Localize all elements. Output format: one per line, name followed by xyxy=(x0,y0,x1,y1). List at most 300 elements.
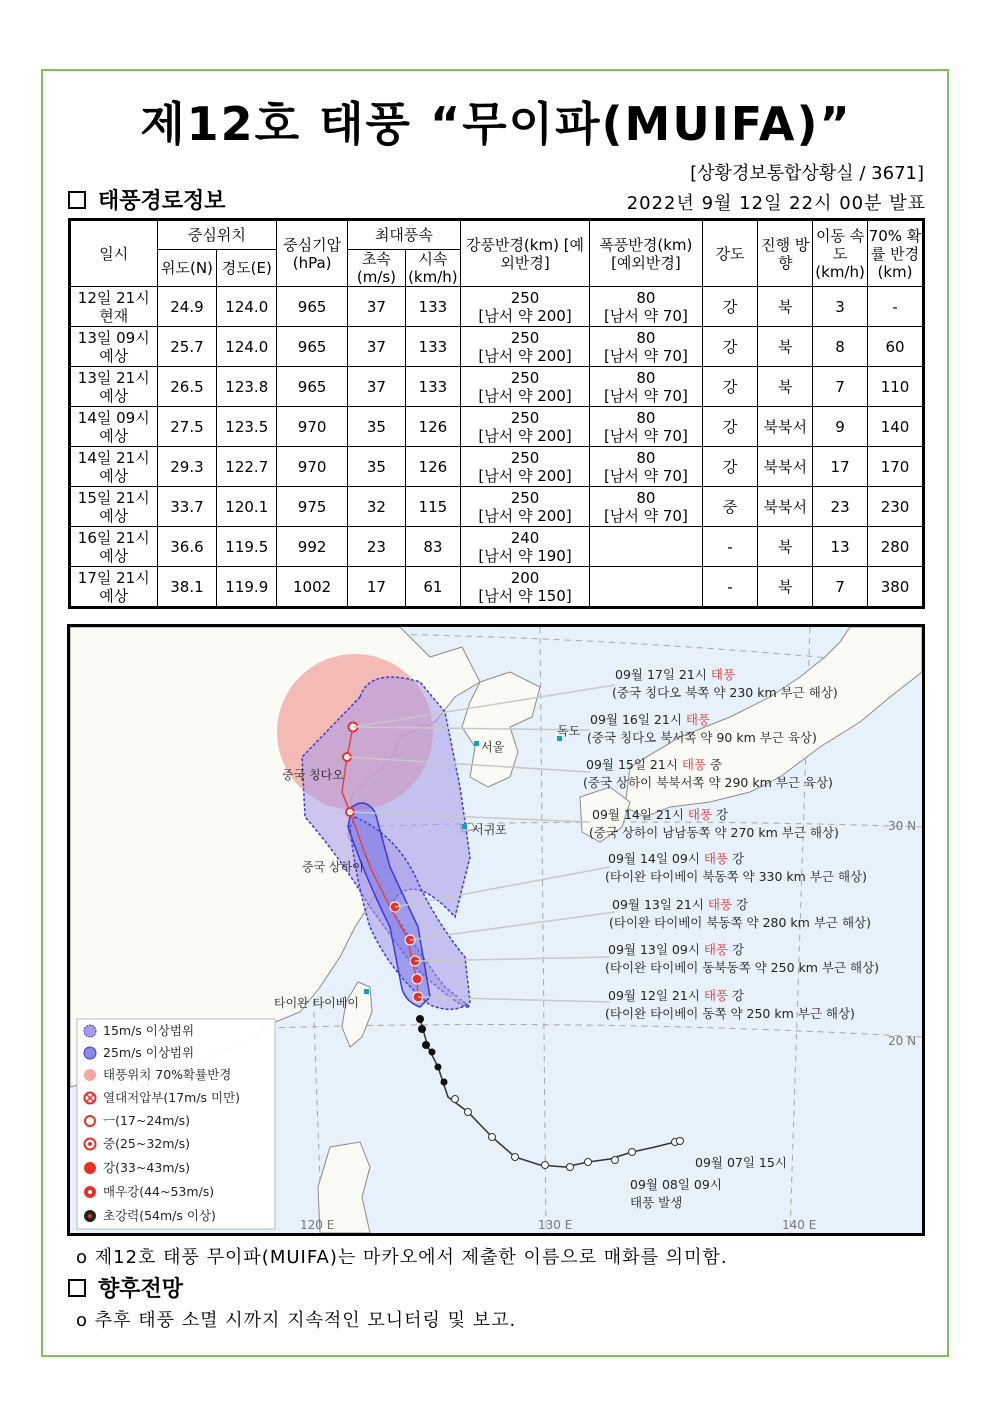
cell-line: 230 xyxy=(880,497,910,516)
callout-kind: 태풍 xyxy=(703,988,729,1003)
callout-kind: 태풍 xyxy=(687,807,713,822)
cell-strong-radius xyxy=(460,447,589,487)
cell-lat xyxy=(157,527,217,567)
header-kmh: 시속 (km/h) xyxy=(405,250,460,287)
cell-strong-radius xyxy=(460,287,589,327)
cell-line: 7 xyxy=(835,577,845,596)
cell-intensity xyxy=(702,367,758,407)
legend-strong-icon xyxy=(84,1162,96,1174)
cell-time xyxy=(70,527,158,567)
cell-line: 133 xyxy=(418,377,448,396)
cell-line: 280 xyxy=(880,537,910,556)
cell-line: 예상 xyxy=(99,466,129,485)
callout-strength: 중 xyxy=(706,757,723,772)
cell-intensity xyxy=(702,487,758,527)
cell-pressure xyxy=(277,367,348,407)
cell-speed xyxy=(813,407,868,447)
cell-pressure xyxy=(277,407,348,447)
lon-label-130: 130 E xyxy=(538,1218,573,1232)
section-title: 향후전망 xyxy=(98,1277,184,1302)
cell-line: 26.5 xyxy=(170,377,204,396)
cell-line: [남서 약 190] xyxy=(478,546,572,565)
cell-line: [남서 약 200] xyxy=(478,306,572,325)
cell-line: 15일 21시 xyxy=(77,488,150,507)
cell-line: [남서 약 200] xyxy=(478,386,572,405)
cell-line: 380 xyxy=(880,577,910,596)
header-pressure: 중심기압 (hPa) xyxy=(277,220,348,287)
cell-line: 133 xyxy=(418,337,448,356)
callout-location: (중국 칭다오 북쪽 약 230 km 부근 해상) xyxy=(612,685,838,700)
cell-line: - xyxy=(727,577,733,596)
cell-line: 965 xyxy=(297,377,327,396)
cell-speed xyxy=(813,527,868,567)
cell-line: 12일 21시 xyxy=(77,288,150,307)
cell-lon xyxy=(217,287,277,327)
cell-strong-radius xyxy=(460,407,589,447)
cell-prob xyxy=(868,567,924,608)
cell-line: 1002 xyxy=(293,577,332,596)
cell-line: 강 xyxy=(722,297,738,316)
cell-speed xyxy=(813,567,868,608)
cell-speed xyxy=(813,327,868,367)
legend-wind25-icon xyxy=(84,1047,96,1059)
cell-line: 8 xyxy=(835,337,845,356)
cell-lon xyxy=(217,527,277,567)
table-row xyxy=(70,447,924,487)
cell-line: 80 xyxy=(636,288,656,307)
cell-line: 강 xyxy=(722,417,738,436)
header-prob: 70% 확률 반경 (km) xyxy=(868,220,924,287)
cell-line: 23 xyxy=(366,537,386,556)
cell-ms xyxy=(348,287,406,327)
cell-line: 3 xyxy=(835,297,845,316)
cell-line: 예상 xyxy=(99,426,129,445)
cell-line: 140 xyxy=(880,417,910,436)
cell-line: 36.6 xyxy=(170,537,204,556)
cell-line: 북 xyxy=(777,297,793,316)
cell-line: 예상 xyxy=(99,386,129,405)
cell-line: 170 xyxy=(880,457,910,476)
cell-line: 80 xyxy=(636,328,656,347)
cell-line: 13일 21시 xyxy=(77,368,150,387)
cell-time xyxy=(70,407,158,447)
cell-speed xyxy=(813,447,868,487)
cell-storm-radius xyxy=(590,407,702,447)
announce-time: 2022년 9월 12일 22시 00분 발표 xyxy=(626,193,926,214)
callout-date: 09월 17일 21시 xyxy=(615,667,711,682)
cell-line: [남서 약 200] xyxy=(478,466,572,485)
lat-label-20: 20 N xyxy=(888,1034,917,1048)
callout-date: 09월 13일 21시 xyxy=(612,897,708,912)
cell-line: [남서 약 70] xyxy=(604,426,688,445)
callout-strength: 강 xyxy=(732,897,749,912)
cell-direction xyxy=(758,447,813,487)
cell-line: 965 xyxy=(297,297,327,316)
cell-line: 110 xyxy=(880,377,910,396)
table-row xyxy=(70,527,924,567)
cell-strong-radius xyxy=(460,367,589,407)
cell-storm-radius xyxy=(590,527,702,567)
taipei-label: 타이완 타이베이 xyxy=(274,996,359,1010)
taipei-marker xyxy=(364,989,369,994)
cell-lon xyxy=(217,567,277,608)
section-title: 태풍경로정보 xyxy=(98,189,226,214)
callout-title xyxy=(615,667,735,682)
cell-line: 123.5 xyxy=(225,417,269,436)
past-label-2a: 09월 08일 09시 xyxy=(630,1177,722,1192)
cell-speed xyxy=(813,287,868,327)
cell-line: 예상 xyxy=(99,546,129,565)
callout-kind: 태풍 xyxy=(703,942,729,957)
cell-line: 강 xyxy=(722,457,738,476)
seoul-marker xyxy=(474,741,479,746)
past-label-1: 09월 07일 15시 xyxy=(695,1155,787,1170)
header-ms: 초속 (m/s) xyxy=(348,250,406,287)
callout-date: 09월 16일 21시 xyxy=(590,712,686,727)
checkbox-icon xyxy=(68,191,86,209)
cell-line: 60 xyxy=(885,337,905,356)
callout-title xyxy=(590,712,710,727)
cell-intensity xyxy=(702,447,758,487)
cell-ms xyxy=(348,407,406,447)
header-lon: 경도(E) xyxy=(217,250,277,287)
typhoon-track-table xyxy=(68,218,925,609)
header-intensity: 강도 xyxy=(702,220,758,287)
note-outlook: o 추후 태풍 소멸 시까지 지속적인 모니터링 및 보고. xyxy=(76,1310,517,1331)
cell-lat xyxy=(157,367,217,407)
cell-lat xyxy=(157,407,217,447)
cell-direction xyxy=(758,407,813,447)
cell-lon xyxy=(217,487,277,527)
cell-line: 120.1 xyxy=(225,497,269,516)
cell-strong-radius xyxy=(460,527,589,567)
cell-line: 119.9 xyxy=(225,577,269,596)
cell-prob xyxy=(868,287,924,327)
cell-line: [남서 약 70] xyxy=(604,466,688,485)
cell-line: 80 xyxy=(636,368,656,387)
cell-pressure xyxy=(277,567,348,608)
map-legend xyxy=(77,1019,275,1229)
cell-time xyxy=(70,327,158,367)
header-lat: 위도(N) xyxy=(157,250,217,287)
cell-prob xyxy=(868,447,924,487)
table-row xyxy=(70,367,924,407)
table-row xyxy=(70,407,924,447)
cell-kmh xyxy=(405,367,460,407)
callout-title xyxy=(608,988,744,1003)
header-speed: 이동 속도 (km/h) xyxy=(813,220,868,287)
legend-weak-icon xyxy=(85,1116,95,1126)
callout-date: 09월 12일 21시 xyxy=(608,988,704,1003)
cell-line: 북 xyxy=(777,577,793,596)
cell-lon xyxy=(217,407,277,447)
cell-lon xyxy=(217,447,277,487)
cell-line: 9 xyxy=(835,417,845,436)
cell-line: 250 xyxy=(510,408,540,427)
note-name-origin: o 제12호 태풍 무이파(MUIFA)는 마카오에서 제출한 이름으로 매화를 의미함. xyxy=(76,1247,728,1268)
cell-line: [남서 약 150] xyxy=(478,586,572,605)
cell-line: 현재 xyxy=(99,306,129,325)
header-time: 일시 xyxy=(70,220,158,287)
cell-time xyxy=(70,447,158,487)
cell-line: 35 xyxy=(366,457,386,476)
cell-line: 33.7 xyxy=(170,497,204,516)
cell-line: 37 xyxy=(366,297,386,316)
callout-location: (중국 상하이 북북서쪽 약 290 km 부근 육상) xyxy=(583,775,833,790)
cell-lon xyxy=(217,367,277,407)
header-maxwind: 최대풍속 xyxy=(348,220,461,250)
cell-line: 37 xyxy=(366,377,386,396)
dokdo-label: 독도 xyxy=(557,724,581,738)
cell-line: 80 xyxy=(636,408,656,427)
callout-location: (타이완 타이베이 북동쪽 약 330 km 부근 해상) xyxy=(605,869,867,884)
cell-line: 북북서 xyxy=(763,497,807,516)
cell-storm-radius xyxy=(590,447,702,487)
cell-line: 80 xyxy=(636,448,656,467)
qingdao-label: 중국 칭다오 xyxy=(282,768,344,782)
cell-line: 80 xyxy=(636,488,656,507)
cell-ms xyxy=(348,327,406,367)
callout-strength: 강 xyxy=(712,807,729,822)
cell-line: [남서 약 70] xyxy=(604,346,688,365)
table-row xyxy=(70,287,924,327)
cell-pressure xyxy=(277,527,348,567)
cell-line: 83 xyxy=(423,537,443,556)
cell-strong-radius xyxy=(460,327,589,367)
section-outlook xyxy=(68,1272,183,1303)
cell-line: 35 xyxy=(366,417,386,436)
callout-location: (중국 칭다오 북서쪽 약 90 km 부근 육상) xyxy=(587,730,817,745)
cell-pressure xyxy=(277,487,348,527)
typhoon-track-map xyxy=(67,624,925,1236)
cell-prob xyxy=(868,407,924,447)
cell-lon xyxy=(217,327,277,367)
cell-storm-radius xyxy=(590,287,702,327)
legend-super: 초강력(54m/s 이상) xyxy=(103,1208,216,1223)
cell-storm-radius xyxy=(590,487,702,527)
callout-strength: 강 xyxy=(728,988,745,1003)
lon-label-120: 120 E xyxy=(300,1218,335,1232)
cell-lat xyxy=(157,327,217,367)
cell-direction xyxy=(758,287,813,327)
cell-line: 북 xyxy=(777,337,793,356)
cell-storm-radius xyxy=(590,327,702,367)
header-storm-radius: 폭풍반경(km) [예외반경] xyxy=(590,220,702,287)
legend-td: 열대저압부(17m/s 미만) xyxy=(103,1090,241,1105)
cell-time xyxy=(70,367,158,407)
cell-time xyxy=(70,287,158,327)
cell-line: 24.9 xyxy=(170,297,204,316)
cell-line: 중 xyxy=(722,497,738,516)
cell-line: 124.0 xyxy=(225,337,269,356)
legend-wind15-icon xyxy=(84,1025,96,1037)
cell-kmh xyxy=(405,327,460,367)
cell-time xyxy=(70,567,158,608)
header-strong-radius: 강풍반경(km) [예외반경] xyxy=(460,220,589,287)
cell-line: 992 xyxy=(297,537,327,556)
cell-line: 126 xyxy=(418,417,448,436)
table-row xyxy=(70,327,924,367)
seogwipo-marker xyxy=(462,824,467,829)
legend-weak: ㅡ(17~24m/s) xyxy=(103,1113,191,1128)
cell-line: 7 xyxy=(835,377,845,396)
cell-prob xyxy=(868,327,924,367)
cell-line: 61 xyxy=(423,577,443,596)
cell-ms xyxy=(348,567,406,608)
page-title: 제12호 태풍 “무이파(MUIFA)” xyxy=(140,97,852,151)
cell-line: 북북서 xyxy=(763,457,807,476)
cell-line: 122.7 xyxy=(225,457,269,476)
cell-line: [남서 약 200] xyxy=(478,346,572,365)
cell-intensity xyxy=(702,287,758,327)
cell-line: 200 xyxy=(510,568,540,587)
cell-lat xyxy=(157,287,217,327)
cell-line: [남서 약 200] xyxy=(478,506,572,525)
cell-line: 16일 21시 xyxy=(77,528,150,547)
cell-pressure xyxy=(277,447,348,487)
cell-strong-radius xyxy=(460,487,589,527)
department-label: [상황경보통합상황실 / 3671] xyxy=(690,163,924,184)
cell-lat xyxy=(157,487,217,527)
cell-line: 38.1 xyxy=(170,577,204,596)
cell-kmh xyxy=(405,567,460,608)
cell-line: 126 xyxy=(418,457,448,476)
callout-location: (타이완 타이베이 북동쪽 약 280 km 부근 해상) xyxy=(609,915,871,930)
cell-ms xyxy=(348,527,406,567)
cell-line: 북 xyxy=(777,537,793,556)
cell-intensity xyxy=(702,327,758,367)
cell-time xyxy=(70,487,158,527)
table-row xyxy=(70,567,924,608)
cell-line: 17 xyxy=(830,457,850,476)
cell-direction xyxy=(758,527,813,567)
cell-line: 970 xyxy=(297,457,327,476)
checkbox-icon xyxy=(68,1279,86,1297)
cell-line: 북북서 xyxy=(763,417,807,436)
cell-lat xyxy=(157,567,217,608)
callout-location: (타이완 타이베이 동쪽 약 250 km 부근 해상) xyxy=(605,1006,855,1021)
legend-mid: 중(25~32m/s) xyxy=(103,1136,191,1151)
cell-kmh xyxy=(405,487,460,527)
cell-kmh xyxy=(405,527,460,567)
callout-strength: 강 xyxy=(728,942,745,957)
legend-prob-icon xyxy=(84,1069,96,1081)
header-direction: 진행 방향 xyxy=(758,220,813,287)
cell-line: 17 xyxy=(366,577,386,596)
cell-line: 250 xyxy=(510,328,540,347)
callout-kind: 태풍 xyxy=(710,667,736,682)
cell-storm-radius xyxy=(590,367,702,407)
cell-line: 북 xyxy=(777,377,793,396)
callout-title xyxy=(592,807,728,822)
cell-line: 14일 09시 xyxy=(77,408,150,427)
cell-line: 강 xyxy=(722,337,738,356)
seogwipo-label: 서귀포 xyxy=(472,823,507,837)
cell-kmh xyxy=(405,407,460,447)
cell-line: 250 xyxy=(510,288,540,307)
callout-title xyxy=(586,757,722,772)
cell-line: 965 xyxy=(297,337,327,356)
callout-date: 09월 14일 09시 xyxy=(608,851,704,866)
cell-line: 250 xyxy=(510,368,540,387)
cell-intensity xyxy=(702,407,758,447)
cell-direction xyxy=(758,567,813,608)
callout-title xyxy=(612,897,748,912)
callout-kind: 태풍 xyxy=(681,757,707,772)
cell-line: - xyxy=(892,297,898,316)
callout-location: (타이완 타이베이 동북동쪽 약 250 km 부근 해상) xyxy=(605,960,880,975)
cell-line: 32 xyxy=(366,497,386,516)
cell-strong-radius xyxy=(460,567,589,608)
cell-line: 25.7 xyxy=(170,337,204,356)
past-label-2b: 태풍 발생 xyxy=(630,1195,683,1210)
cell-line: 23 xyxy=(830,497,850,516)
legend-wind15: 15m/s 이상범위 xyxy=(103,1023,195,1038)
cell-line: 29.3 xyxy=(170,457,204,476)
cell-line: [남서 약 70] xyxy=(604,306,688,325)
section-typhoon-track xyxy=(68,184,226,215)
cell-storm-radius xyxy=(590,567,702,608)
legend-prob: 태풍위치 70%확률반경 xyxy=(103,1067,232,1082)
cell-line: 975 xyxy=(297,497,327,516)
cell-line: [남서 약 200] xyxy=(478,426,572,445)
cell-line: 27.5 xyxy=(170,417,204,436)
callout-kind: 태풍 xyxy=(707,897,733,912)
cell-kmh xyxy=(405,287,460,327)
callout-date: 09월 15일 21시 xyxy=(586,757,682,772)
legend-strong: 강(33~43m/s) xyxy=(103,1160,191,1175)
legend-wind25: 25m/s 이상범위 xyxy=(103,1045,195,1060)
cell-line: [남서 약 70] xyxy=(604,506,688,525)
cell-speed xyxy=(813,487,868,527)
cell-line: 13 xyxy=(830,537,850,556)
cell-ms xyxy=(348,367,406,407)
lat-label-30: 30 N xyxy=(888,819,917,833)
cell-prob xyxy=(868,367,924,407)
cell-line: 14일 21시 xyxy=(77,448,150,467)
cell-line: 124.0 xyxy=(225,297,269,316)
cell-pressure xyxy=(277,287,348,327)
lon-label-140: 140 E xyxy=(782,1218,817,1232)
cell-intensity xyxy=(702,527,758,567)
cell-ms xyxy=(348,447,406,487)
cell-line: 250 xyxy=(510,488,540,507)
cell-line: 강 xyxy=(722,377,738,396)
callout-kind: 태풍 xyxy=(685,712,711,727)
cell-lat xyxy=(157,447,217,487)
cell-speed xyxy=(813,367,868,407)
callout-title xyxy=(608,851,744,866)
cell-line: 240 xyxy=(510,528,540,547)
callout-location: (중국 상하이 남남동쪽 약 270 km 부근 해상) xyxy=(589,825,839,840)
cell-line: 123.8 xyxy=(225,377,269,396)
cell-prob xyxy=(868,527,924,567)
cell-ms xyxy=(348,487,406,527)
cell-line: 133 xyxy=(418,297,448,316)
cell-pressure xyxy=(277,327,348,367)
cell-line: - xyxy=(727,537,733,556)
cell-kmh xyxy=(405,447,460,487)
cell-line: 13일 09시 xyxy=(77,328,150,347)
cell-line: 115 xyxy=(418,497,448,516)
shanghai-label: 중국 상하이 xyxy=(302,860,364,874)
cell-line: 250 xyxy=(510,448,540,467)
callout-strength: 강 xyxy=(728,851,745,866)
cell-prob xyxy=(868,487,924,527)
cell-direction xyxy=(758,487,813,527)
header-center: 중심위치 xyxy=(157,220,277,250)
cell-line: 37 xyxy=(366,337,386,356)
